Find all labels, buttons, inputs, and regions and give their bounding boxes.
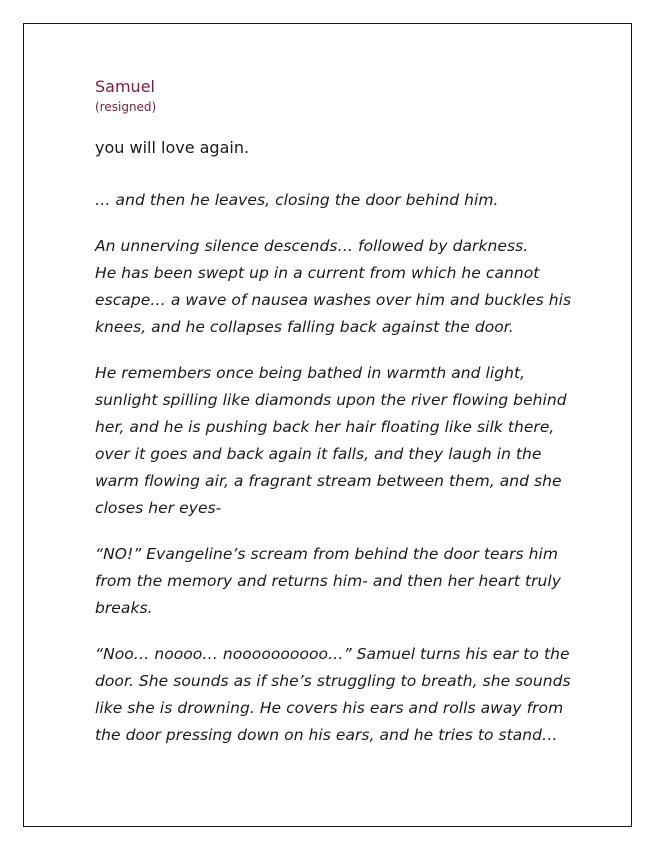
action-line: “Noo… noooo… noooooooooo…” Samuel turns his ear to the <box>95 645 570 663</box>
action-line: sunlight spilling like diamonds upon the river flowing behind <box>95 391 567 409</box>
action-line: An unnerving silence descends… followed by darkness. <box>95 237 529 255</box>
action-paragraph-4 <box>95 541 565 622</box>
action-line: door. She sounds as if she’s struggling to breath, she sounds <box>95 672 571 690</box>
parenthetical: (resigned) <box>95 100 157 114</box>
action-line: closes her eyes- <box>95 499 222 517</box>
action-paragraph-2 <box>95 233 572 341</box>
action-line: breaks. <box>95 599 153 617</box>
action-paragraph-5 <box>95 641 571 749</box>
action-line: her, and he is pushing back her hair floating like silk there, <box>95 418 555 436</box>
action-line: warm flowing air, a fragrant stream between them, and she <box>95 472 562 490</box>
action-line: He has been swept up in a current from which he cannot <box>95 264 540 282</box>
action-paragraph-1 <box>95 187 565 214</box>
action-line: He remembers once being bathed in warmth and light, <box>95 364 526 382</box>
action-line: escape… a wave of nausea washes over him and buckles his <box>95 291 572 309</box>
action-line: the door pressing down on his ears, and he tries to stand… <box>95 726 558 744</box>
action-line: like she is drowning. He covers his ears and rolls away from <box>95 699 564 717</box>
action-line: knees, and he collapses falling back against the door. <box>95 318 514 336</box>
action-line: “NO!” Evangeline’s scream from behind the door tears him <box>95 545 559 563</box>
character-name: Samuel <box>95 77 155 96</box>
action-paragraph-3 <box>95 360 565 522</box>
action-line: over it goes and back again it falls, and they laugh in the <box>95 445 542 463</box>
dialogue-line: you will love again. <box>95 138 250 157</box>
action-line: from the memory and returns him- and then her heart truly <box>95 572 562 590</box>
action-line: … and then he leaves, closing the door behind him. <box>95 191 499 209</box>
script-page-content <box>95 76 572 768</box>
